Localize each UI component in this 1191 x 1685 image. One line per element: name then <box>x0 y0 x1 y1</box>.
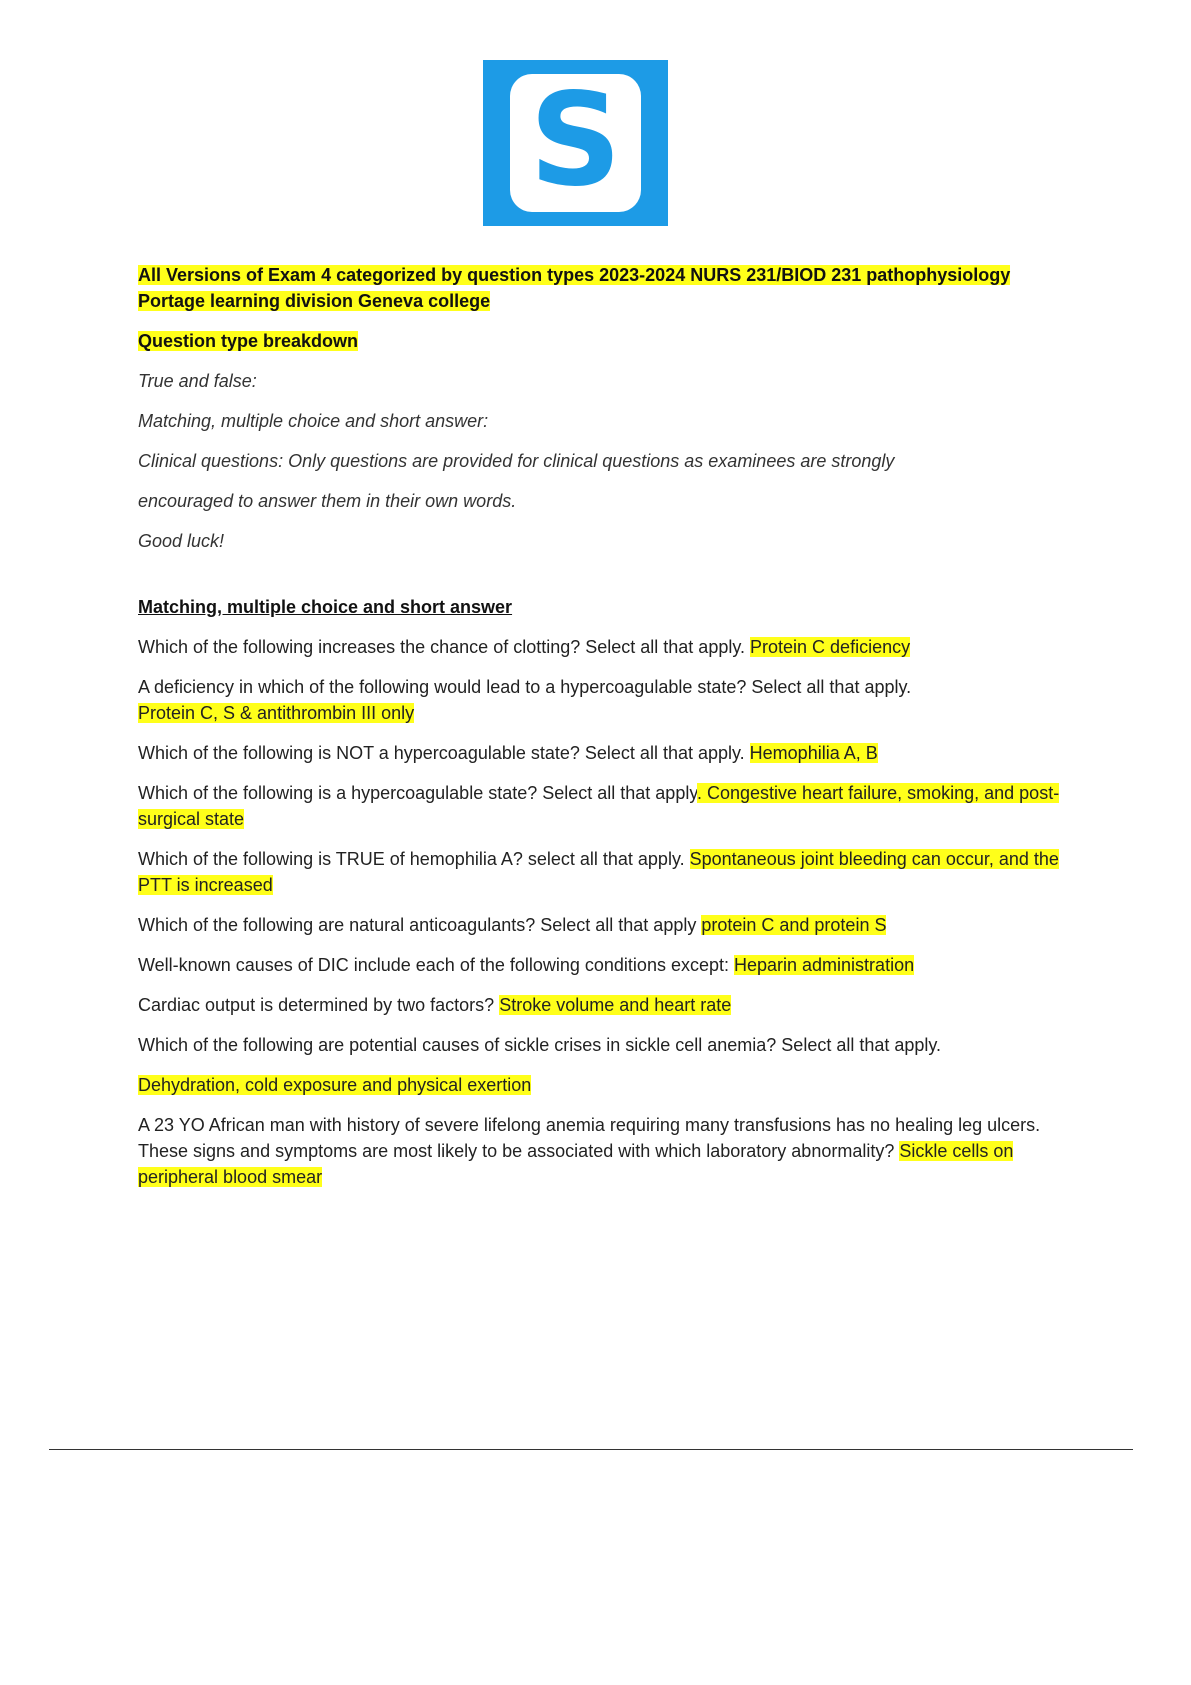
question-item <box>138 952 1078 978</box>
question-item <box>138 992 1078 1018</box>
question-item <box>138 1112 1078 1190</box>
brand-logo <box>483 60 668 226</box>
answer-highlight: Heparin administration <box>734 955 915 975</box>
question-text: Which of the following is a hypercoagulable state? Select all that apply <box>138 783 697 803</box>
question-text: Which of the following increases the chance of clotting? Select all that apply. <box>138 637 751 657</box>
good-luck-text: Good luck! <box>138 531 225 551</box>
breakdown-true-false: True and false: <box>138 371 257 391</box>
answer-highlight: . Congestive heart failure, smoking, and post-surgical state <box>138 783 1060 829</box>
section-heading: Matching, multiple choice and short answer <box>138 597 513 617</box>
question-text: Which of the following are natural anticoagulants? Select all that apply <box>138 915 702 935</box>
question-item <box>138 912 1078 938</box>
question-text: A deficiency in which of the following would lead to a hypercoagulable state? Select all that apply. <box>138 677 912 697</box>
answer-highlight: Protein C deficiency <box>750 637 911 657</box>
question-text: Which of the following is NOT a hypercoagulable state? Select all that apply. <box>138 743 750 763</box>
breakdown-matching: Matching, multiple choice and short answer: <box>138 411 489 431</box>
answer-highlight: Stroke volume and heart rate <box>499 995 732 1015</box>
question-item <box>138 740 1078 766</box>
question-item <box>138 1032 1078 1058</box>
breakdown-clinical-2: encouraged to answer them in their own words. <box>138 491 517 511</box>
breakdown-heading: Question type breakdown <box>138 331 359 351</box>
question-text: A 23 YO African man with history of severe lifelong anemia requiring many transfusions has no healing leg ulcers. These signs and symptoms are most likely to be associated with which laboratory abnormality? <box>138 1115 1041 1161</box>
document-title <box>138 262 1078 314</box>
answer-highlight: Hemophilia A, B <box>749 743 878 763</box>
question-text: Cardiac output is determined by two factors? <box>138 995 500 1015</box>
question-item <box>138 846 1078 898</box>
question-text: Well-known causes of DIC include each of the following conditions except: <box>138 955 734 975</box>
question-item <box>138 674 1078 726</box>
answer-highlight: Dehydration, cold exposure and physical exertion <box>138 1075 532 1095</box>
question-text: Which of the following is TRUE of hemophilia A? select all that apply. <box>138 849 690 869</box>
answer-highlight: Spontaneous joint bleeding can occur, and the PTT is increased <box>138 849 1059 895</box>
title-line-2: Portage learning division Geneva college <box>138 291 491 311</box>
document-body <box>138 262 1078 1204</box>
breakdown-clinical-1: Clinical questions: Only questions are provided for clinical questions as examinees are strongly <box>138 451 895 471</box>
logo-letter: S <box>529 66 622 215</box>
question-item <box>138 634 1078 660</box>
question-item <box>138 780 1078 832</box>
title-line-1: All Versions of Exam 4 categorized by question types 2023-2024 NURS 231/BIOD 231 pathophysiology <box>138 265 1011 285</box>
answer-highlight: Protein C, S & antithrombin III only <box>138 703 415 723</box>
question-item <box>138 1072 1078 1098</box>
footer-divider <box>49 1449 1133 1450</box>
answer-highlight: protein C and protein S <box>701 915 887 935</box>
question-text: Which of the following are potential causes of sickle crises in sickle cell anemia? Select all that apply. <box>138 1035 942 1055</box>
answer-highlight: Sickle cells on peripheral blood smear <box>138 1141 1014 1187</box>
